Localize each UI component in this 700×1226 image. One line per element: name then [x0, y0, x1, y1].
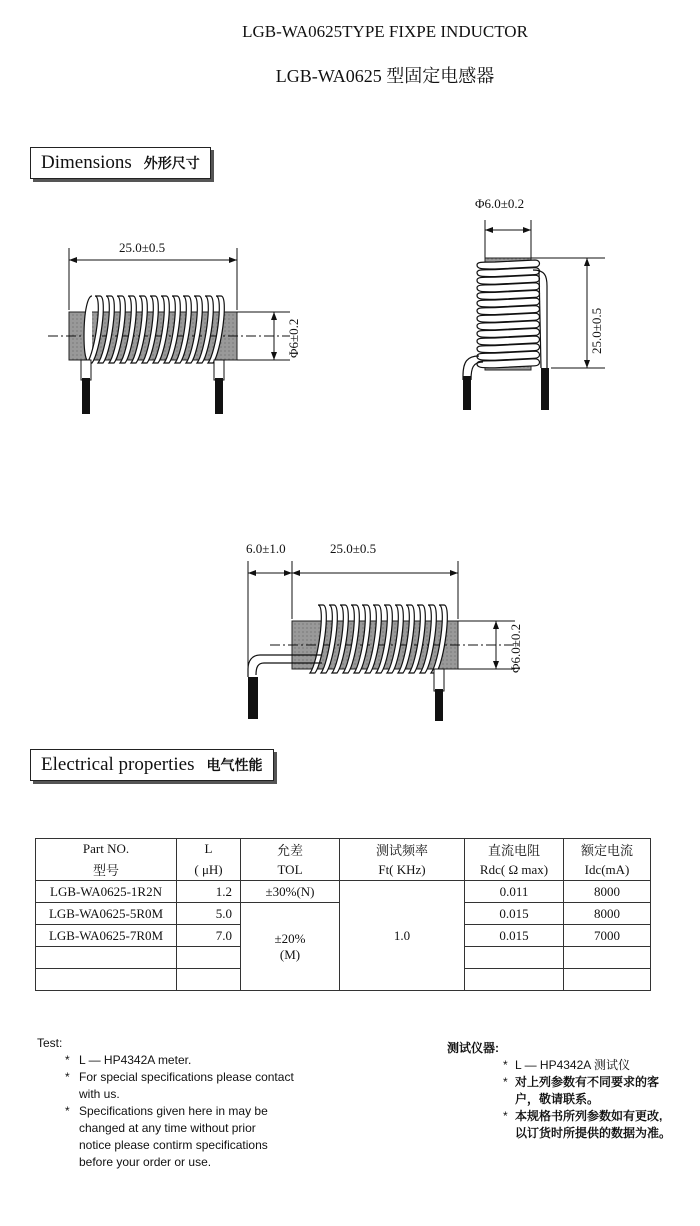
- cell-freq: 1.0: [340, 881, 465, 991]
- test-note-item: * For special specifications please contact with us.: [65, 1069, 294, 1103]
- test-notes-heading-zh: 测试仪器:: [447, 1041, 499, 1055]
- table-header-row-2: [36, 859, 651, 881]
- header-part-zh: 型号: [36, 859, 177, 881]
- test-notes-en: [37, 1035, 294, 1171]
- header-freq-unit: Ft( KHz): [340, 859, 465, 881]
- header-idc-unit: Idc(mA): [564, 859, 651, 881]
- bent-lead-label: 6.0±1.0: [246, 541, 286, 556]
- dimensions-heading: [30, 147, 211, 179]
- cell-idc: 8000: [564, 881, 651, 903]
- header-rdc: 直流电阻: [465, 839, 564, 860]
- test-note-item-zh: * 对上列参数有不同要求的客 户，敬请联系。: [503, 1074, 671, 1108]
- horizontal-diameter-label: Φ6±0.2: [286, 318, 301, 358]
- cell-idc: 8000: [564, 903, 651, 925]
- cell-rdc: 0.015: [465, 925, 564, 947]
- bent-length-label: 25.0±0.5: [330, 541, 377, 556]
- header-idc: 额定电流: [564, 839, 651, 860]
- dimensions-heading-en: Dimensions: [41, 152, 132, 173]
- test-note-item-zh: * 本规格书所列参数如有更改, 以订货时所提供的数据为准。: [503, 1108, 671, 1142]
- header-l-unit: ( μH): [177, 859, 241, 881]
- electrical-properties-table: [35, 838, 651, 991]
- cell-idc: 7000: [564, 925, 651, 947]
- cell-rdc: 0.015: [465, 903, 564, 925]
- test-notes-heading: Test:: [37, 1036, 63, 1050]
- vertical-inductor-drawing: [455, 190, 625, 420]
- electrical-heading-zh: 电气性能: [206, 757, 263, 773]
- horizontal-inductor-drawing: [40, 230, 320, 420]
- horizontal-length-label: 25.0±0.5: [119, 240, 166, 255]
- table-header-row: [36, 839, 651, 860]
- vertical-length-label: 25.0±0.5: [589, 307, 604, 354]
- dimensions-heading-zh: 外形尺寸: [143, 155, 200, 171]
- cell-part: LGB-WA0625-7R0M: [36, 925, 177, 947]
- electrical-heading-en: Electrical properties: [41, 754, 195, 775]
- cell-tol-merged: ±20% (M): [241, 903, 340, 991]
- test-note-item-zh: * L — HP4342A 测试仪: [503, 1057, 671, 1074]
- test-notes-zh: [447, 1040, 671, 1142]
- cell-part: LGB-WA0625-1R2N: [36, 881, 177, 903]
- vertical-diameter-label: Φ6.0±0.2: [475, 196, 525, 211]
- test-note-item: * Specifications given here in may be changed at any time without prior notice please contirm specifications before your order or use.: [65, 1103, 294, 1171]
- page-title: LGB-WA0625TYPE FIXPE INDUCTOR: [242, 22, 528, 41]
- header-freq: 测试频率: [340, 839, 465, 860]
- bent-diameter-label: Φ6.0±0.2: [508, 623, 523, 673]
- cell-rdc: 0.011: [465, 881, 564, 903]
- page-subtitle: LGB-WA0625 型固定电感器: [275, 66, 495, 86]
- cell-l: 1.2: [177, 881, 241, 903]
- cell-l: 7.0: [177, 925, 241, 947]
- bent-inductor-drawing: [230, 535, 530, 725]
- cell-tol: ±30%(N): [241, 881, 340, 903]
- header-tol: 允差: [241, 839, 340, 860]
- header-rdc-unit: Rdc( Ω max): [465, 859, 564, 881]
- header-l: L: [177, 839, 241, 860]
- electrical-heading: [30, 749, 274, 781]
- cell-part: LGB-WA0625-5R0M: [36, 903, 177, 925]
- cell-l: 5.0: [177, 903, 241, 925]
- table-row: [36, 881, 651, 903]
- header-tol-en: TOL: [241, 859, 340, 881]
- test-note-item: * L — HP4342A meter.: [65, 1052, 294, 1069]
- header-part: Part NO.: [36, 839, 177, 860]
